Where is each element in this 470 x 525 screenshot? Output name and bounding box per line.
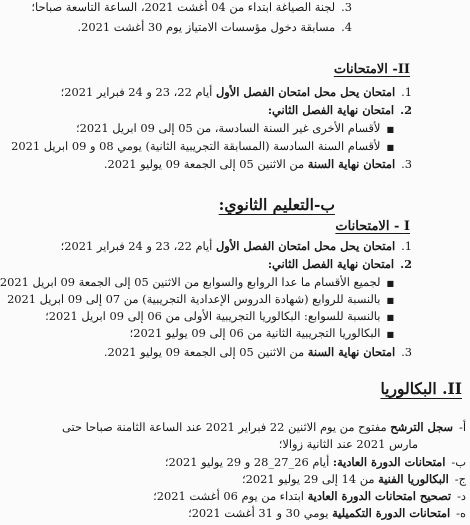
bac-item-b: ب-امتحانات الدورة العادية: أيام 26_27_28 و 29 يوليو 2021؛: [164, 455, 466, 469]
bullet-icon: ■: [386, 124, 394, 134]
bac-item-a-continued: مارس 2021 عند الثانية زوالا؛: [278, 437, 418, 451]
bac-item-a: أ-سجل الترشح مفتوح من يوم الاثنين 22 فبراير 2021 عند الساعة الثامنة صباحا حتى: [62, 420, 466, 434]
primary-item-1: 1.امتحان يحل محل امتحان الفصل الأول أيام 22، 23 و 24 فبراير 2021؛: [60, 85, 412, 99]
bac-item-d: د-تصحيح امتحانات الدورة العادية ابتداء من يوم 06 أغشت 2021؛: [153, 489, 466, 503]
secondary-bullet-4: ■البكالوريا التجريبية الثانية من 06 إلى 09 يوليو 2021؛: [129, 326, 394, 340]
bullet-icon: ■: [386, 329, 394, 339]
secondary-item-2: 2.امتحان نهاية الفصل الثاني:: [267, 257, 412, 271]
section-heading-exams-primary: II- الامتحانات: [333, 62, 410, 77]
bac-item-e: ه-امتحانات الدورة التكميلية يومي 30 و 31 أغشت 2021؛: [188, 506, 466, 520]
bac-item-c: ج-البكالوريا الفنية من 14 إلى 29 يوليو 2021؛: [242, 472, 466, 486]
primary-item-2: 2.امتحان نهاية الفصل الثاني:: [267, 103, 412, 117]
secondary-item-3: 3.امتحان نهاية السنة من الاثنين 05 إلى الجمعة 09 يوليو 2021.: [103, 345, 412, 359]
bullet-icon: ■: [386, 278, 394, 288]
bullet-icon: ■: [386, 295, 394, 305]
bullet-icon: ■: [386, 312, 394, 322]
secondary-education-title: ب-التعليم الثانوي:: [218, 195, 335, 214]
primary-bullet-2: ■لأقسام السنة السادسة (المسابقة التجريبية الثانية) يومي 08 و 09 ابريل 2021: [11, 139, 394, 153]
bullet-icon: ■: [386, 142, 394, 152]
primary-bullet-1: ■لأقسام الأخرى غير السنة السادسة، من 05 إلى 09 ابريل 2021؛: [76, 121, 394, 135]
section-heading-exams-secondary: I - الامتحانات: [335, 219, 410, 234]
section-heading-baccalaureate: II. البكالوريا: [380, 379, 462, 398]
secondary-bullet-1: ■لجميع الأقسام ما عدا الروابع والسوابع من الاثنين 05 إلى الجمعة 09 ابريل 2021: [0, 275, 394, 289]
intro-item-3: 3.لجنة الصياغة ابتداء من 04 أغشت 2021، الساعة التاسعة صباحا؛: [31, 0, 352, 14]
primary-item-3: 3.امتحان نهاية السنة من الاثنين 05 إلى الجمعة 09 يوليو 2021.: [103, 157, 412, 171]
secondary-bullet-3: ■بالنسبة للسوابع: البكالوريا التجريبية الأولى من 06 إلى 09 ابريل 2021؛: [45, 309, 394, 323]
intro-item-4: 4.مسابقة دخول مؤسسات الامتياز يوم 30 أغشت 2021.: [77, 20, 352, 34]
secondary-bullet-2: ■بالنسبة للروابع (شهادة الدروس الإعدادية التجريبية) من 07 إلى 09 ابريل 2021: [7, 292, 394, 306]
secondary-item-1: 1.امتحان يحل محل امتحان الفصل الأول أيام 22، 23 و 24 فبراير 2021؛: [60, 239, 412, 253]
